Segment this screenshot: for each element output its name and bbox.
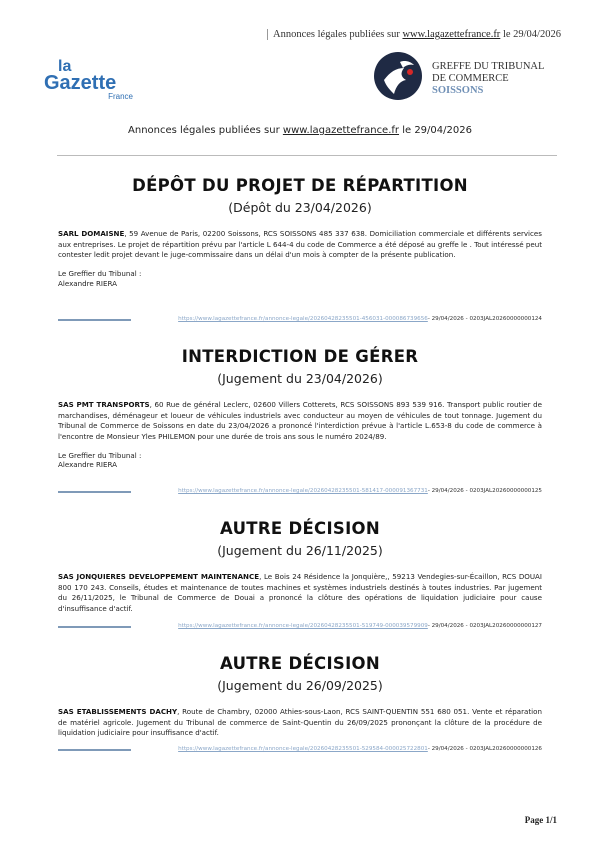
top-prefix: Annonces légales publiées sur [273, 29, 403, 40]
signature-title: Le Greffier du Tribunal : [58, 450, 142, 460]
announcement-title: AUTRE DÉCISION [220, 654, 380, 673]
pub-prefix: Annonces légales publiées sur [128, 125, 283, 136]
announcement [58, 176, 542, 288]
announcement-text: , Route de Chambry, 02000 Athies-sous-Laon, RCS SAINT-QUENTIN 551 680 051. Vente et réparation de matériel agricole. Jugement du Tribunal de commerce de Saint-Quentin du 26/09/2025 prononçant la clôture de la procédure de liquidation judiciaire pour insuffisance d'actif. [58, 707, 542, 738]
company-name: SARL DOMAISNE [58, 229, 125, 238]
announcement-title: AUTRE DÉCISION [220, 519, 380, 538]
announcement-subtitle: (Jugement du 26/09/2025) [217, 678, 383, 693]
marianne-emblem-icon [370, 50, 426, 102]
announcement-text: , Le Bois 24 Résidence la Jonquière,, 59213 Vendegies-sur-Écaillon, RCS DOUAI 800 170 243. Conseils, études et maintenance de toutes machines et systèmes industriels destinés à toutes industries. Par jugement du 26/11/2025, le Tribunal de Commerce de Douai a prononcé la clôture des opérations de liquidation judiciaire pour cause d'insuffisance d'actif. [58, 572, 543, 614]
company-name: SAS ETABLISSEMENTS DACHY [58, 707, 178, 716]
announcement-reference [58, 488, 542, 494]
announcement [58, 347, 542, 470]
announcement-link[interactable]: https://www.lagazettefrance.fr/annonce-legale/20260428235501-529584-000025722801 [178, 746, 428, 752]
top-publication-note [267, 29, 561, 40]
announcement-meta: - 29/04/2026 - 0203JAL20260000000127 [427, 623, 542, 629]
company-name: SAS PMT TRANSPORTS [58, 400, 150, 409]
greffe-city: SOISSONS [432, 85, 484, 96]
announcement-body [58, 400, 542, 443]
greffe-heading [432, 61, 544, 97]
greffe-line-1: GREFFE DU TRIBUNAL [432, 61, 545, 72]
logo-la: la [58, 58, 72, 75]
announcement-link[interactable]: https://www.lagazettefrance.fr/annonce-legale/20260428235501-519749-000039579909 [178, 623, 428, 629]
gazette-logo [44, 56, 136, 102]
announcement-link[interactable]: https://www.lagazettefrance.fr/annonce-legale/20260428235501-581417-000091367731 [178, 488, 428, 494]
signature-name: Alexandre RIERA [58, 460, 117, 470]
pub-suffix: le 29/04/2026 [399, 125, 472, 136]
pub-site-link[interactable]: www.lagazettefrance.fr [282, 125, 400, 136]
announcement-title: INTERDICTION DE GÉRER [181, 347, 419, 366]
top-site-link[interactable]: www.lagazettefrance.fr [402, 29, 501, 40]
announcement-body [58, 572, 542, 615]
announcement-subtitle: (Dépôt du 23/04/2026) [228, 200, 372, 215]
reference-rule [58, 491, 131, 493]
logo-gazette: Gazette [44, 72, 117, 94]
signature [58, 269, 542, 288]
announcement-reference [58, 623, 542, 629]
announcement-text: , 59 Avenue de Paris, 02200 Soissons, RCS SOISSONS 485 337 638. Domiciliation commerciale et différents services aux entreprises. Le projet de répartition prévu par l'article L 644-4 du code de Commerce a été déposé au greffe le . Tout intéressé peut contester ledit projet devant le juge-commissaire dans un délai d'un mois à compter de la présente publication. [58, 229, 542, 260]
announcement-reference [58, 316, 542, 322]
announcement-text: , 60 Rue de général Leclerc, 02600 Villers Cotterets, RCS SOISSONS 893 539 916. Transport public routier de marchandises, déménageur et loueur de véhicules industriels avec conducteur au moyen de véhicules de tout tonnage. Jugement du Tribunal de Commerce de Soissons en date du 23/04/2026 a prononcé l'interdiction prévue à l'article L.653-8 du code de commerce à l'encontre de Monsieur Yles PHILEMON pour une durée de trois ans sous le numéro 2024/89. [58, 400, 542, 442]
announcement-reference [58, 746, 542, 752]
reference-rule [58, 749, 131, 751]
announcement-meta: - 29/04/2026 - 0203JAL20260000000124 [427, 316, 542, 322]
reference-rule [58, 626, 131, 628]
header-divider [57, 155, 557, 156]
announcement-meta: - 29/04/2026 - 0203JAL20260000000125 [427, 488, 542, 494]
signature-title: Le Greffier du Tribunal : [58, 269, 142, 279]
announcement [58, 519, 542, 615]
announcement-body [58, 229, 542, 261]
signature-name: Alexandre RIERA [58, 278, 117, 288]
signature [58, 451, 542, 470]
logo-france: France [108, 92, 133, 101]
announcement [58, 654, 542, 739]
page-number: Page 1/1 [524, 815, 557, 825]
publication-note [0, 125, 600, 136]
greffe-line-2: DE COMMERCE [432, 73, 509, 84]
announcement-title: DÉPÔT DU PROJET DE RÉPARTITION [132, 176, 468, 195]
announcement-subtitle: (Jugement du 26/11/2025) [217, 543, 383, 558]
announcement-link[interactable]: https://www.lagazettefrance.fr/annonce-legale/20260428235501-456031-000086739656 [178, 316, 428, 322]
announcement-meta: - 29/04/2026 - 0203JAL20260000000126 [427, 746, 542, 752]
announcement-subtitle: (Jugement du 23/04/2026) [217, 371, 383, 386]
company-name: SAS JONQUIERES DEVELOPPEMENT MAINTENANCE [58, 572, 260, 581]
top-suffix: le 29/04/2026 [500, 29, 561, 40]
announcement-body [58, 707, 542, 739]
reference-rule [58, 319, 131, 321]
